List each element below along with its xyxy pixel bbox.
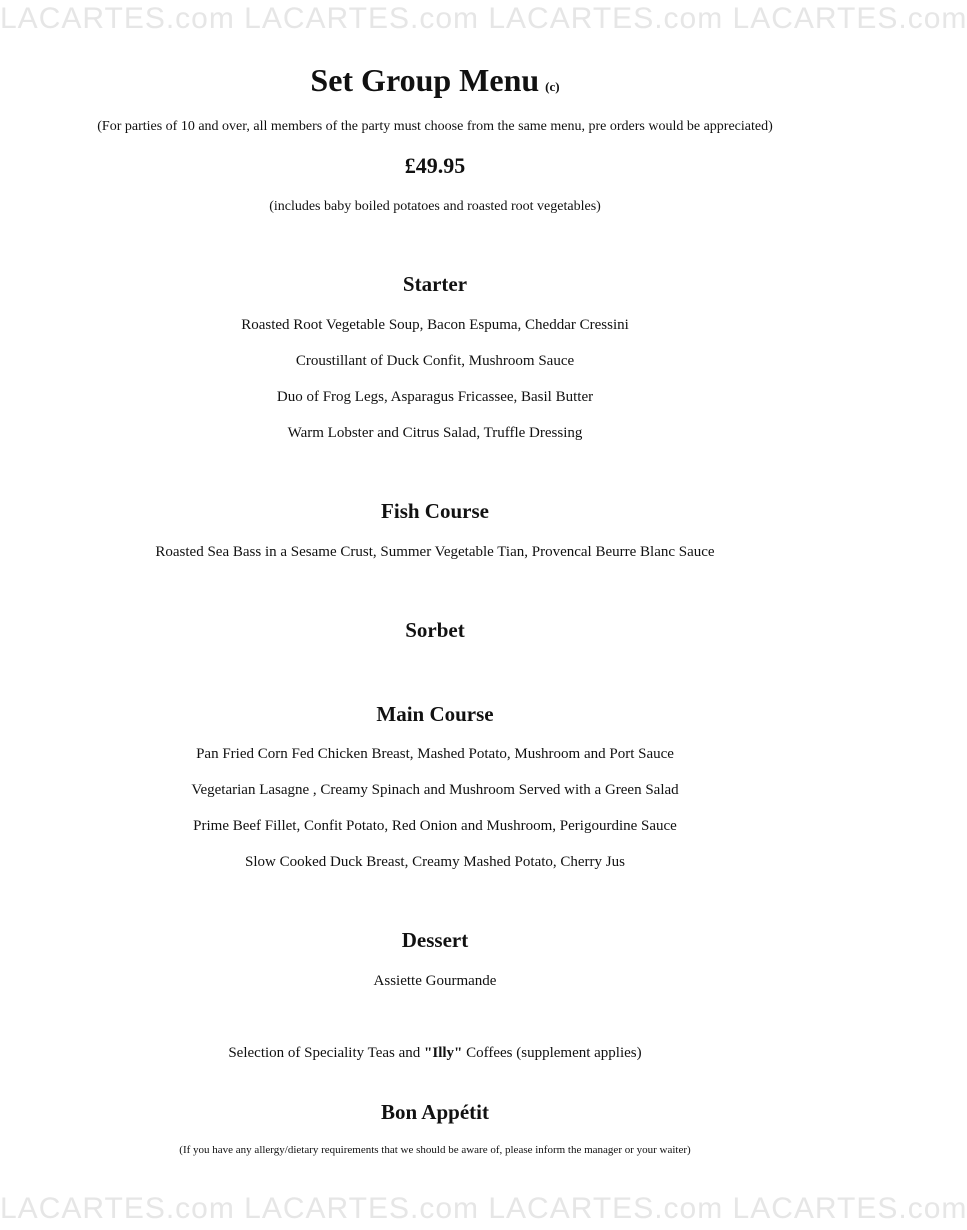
starter-item: Croustillant of Duck Confit, Mushroom Sauce [295,353,575,369]
fish-item: Roasted Sea Bass in a Sesame Crust, Summer Vegetable Tian, Provencal Beurre Blanc Sauce [155,544,715,560]
starter-heading: Starter [402,272,468,296]
starter-item: Roasted Root Vegetable Soup, Bacon Espuma, Cheddar Cressini [241,317,629,333]
copyright-mark: (c) [545,79,560,94]
menu-price: £49.95 [404,153,466,178]
drinks-brand: "Illy" [424,1045,463,1061]
main-heading: Main Course [376,702,494,726]
drinks-text-before: Selection of Speciality Teas and [228,1045,425,1061]
menu-title-text: Set Group Menu [310,62,540,98]
includes-note: (includes baby boiled potatoes and roasted root vegetables) [269,199,601,214]
dessert-item: Assiette Gourmande [373,973,497,989]
dessert-heading: Dessert [401,928,469,952]
main-item: Vegetarian Lasagne , Creamy Spinach and Mushroom Served with a Green Salad [191,782,679,798]
closing-greeting: Bon Appétit [381,1100,489,1124]
drinks-text-after: Coffees (supplement applies) [462,1045,642,1061]
sorbet-heading: Sorbet [405,618,465,642]
starter-item: Duo of Frog Legs, Asparagus Fricassee, Basil Butter [276,389,594,405]
party-note: (For parties of 10 and over, all members of the party must choose from the same menu, pre orders would be appreciated) [97,119,773,134]
starter-item: Warm Lobster and Citrus Salad, Truffle Dressing [287,425,583,441]
allergy-note: (If you have any allergy/dietary requirements that we should be aware of, please inform the manager or your waiter) [179,1144,691,1156]
drinks-line [0,1045,870,1062]
watermark-top: LACARTES.com LACARTES.com LACARTES.com LACARTES.com [0,2,967,35]
menu-title [0,62,870,99]
main-item: Prime Beef Fillet, Confit Potato, Red Onion and Mushroom, Perigourdine Sauce [193,818,677,834]
main-item: Pan Fried Corn Fed Chicken Breast, Mashed Potato, Mushroom and Port Sauce [196,746,674,762]
watermark-bottom: LACARTES.com LACARTES.com LACARTES.com LACARTES.com [0,1192,967,1225]
fish-heading: Fish Course [381,499,489,523]
main-item: Slow Cooked Duck Breast, Creamy Mashed Potato, Cherry Jus [245,854,625,870]
